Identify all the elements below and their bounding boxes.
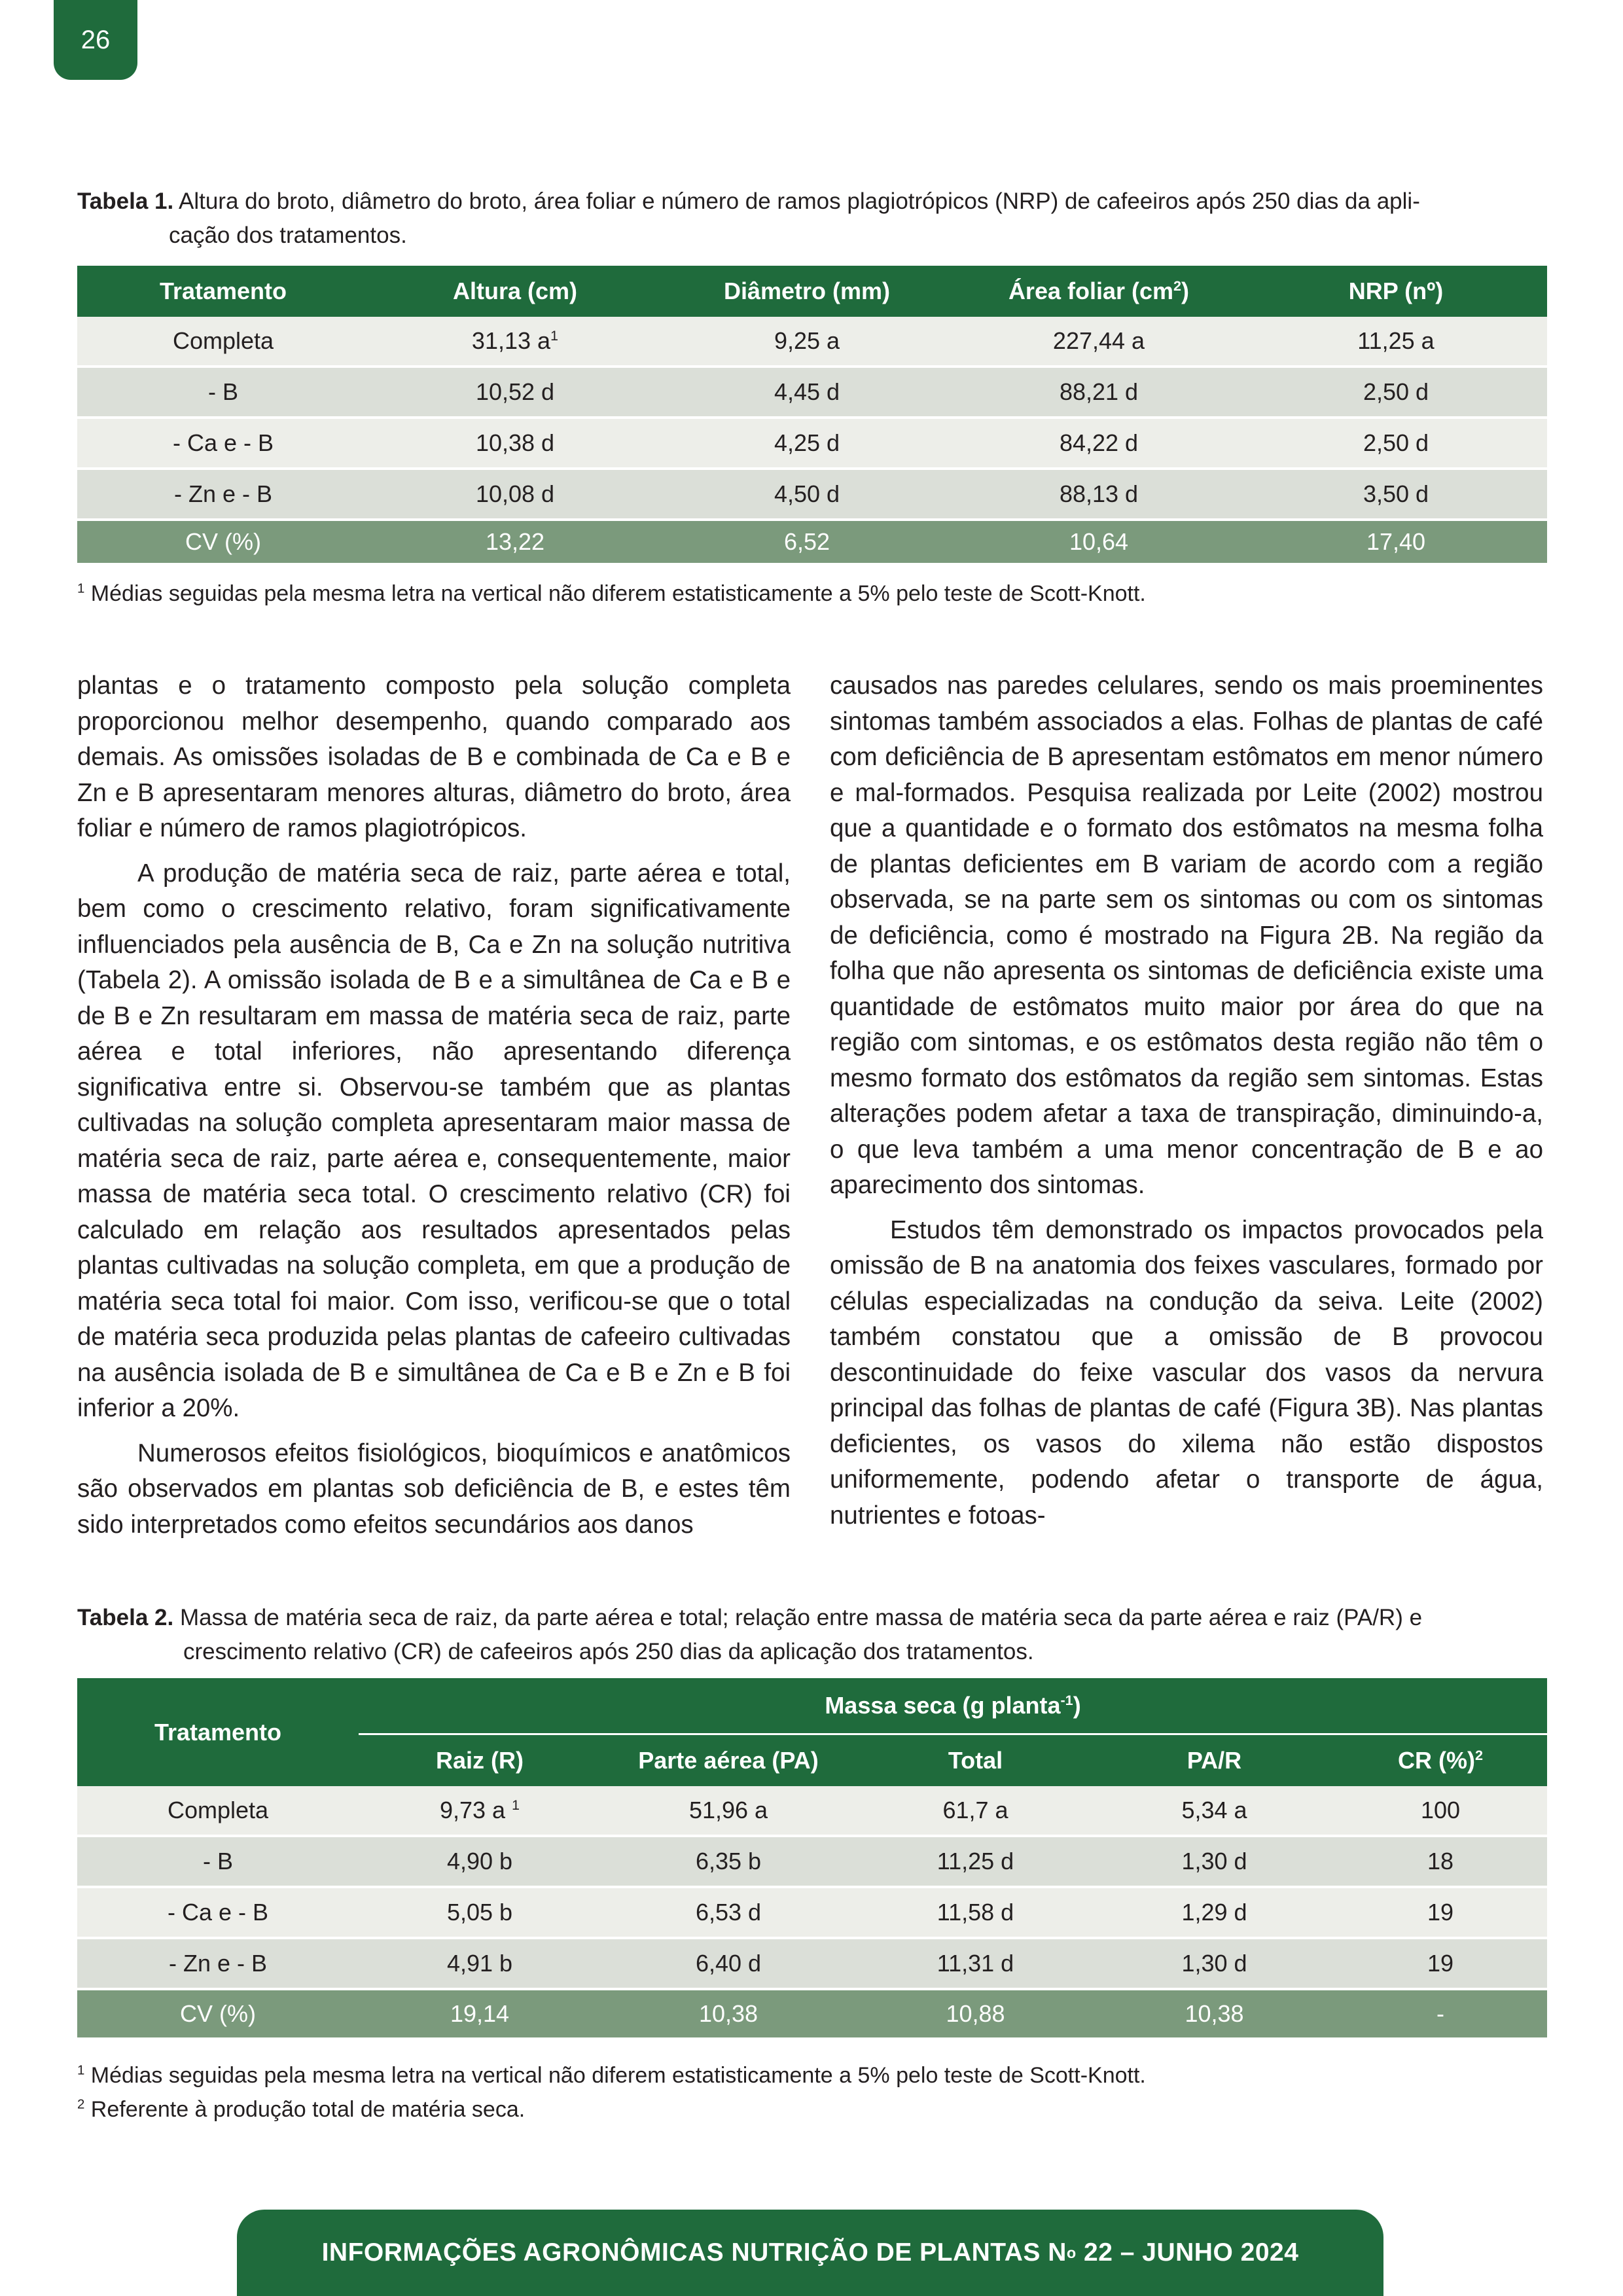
table-cell: - (1334, 1989, 1547, 2037)
footnote-marker: 1 (77, 2063, 85, 2078)
table2-header-group (359, 1678, 1547, 1734)
table2-header-cr (1334, 1734, 1547, 1787)
body-column-right (830, 668, 1543, 1534)
table-row (77, 367, 1547, 418)
table2-label: Tabela 2. (77, 1605, 174, 1630)
table-cell: 10,08 d (369, 469, 661, 520)
table-row (77, 1938, 1547, 1989)
table2-cv-row (77, 1989, 1547, 2037)
table-cell: 10,38 (601, 1989, 856, 2037)
table2-header-group-sup: -1 (1060, 1692, 1073, 1708)
table-cell: 227,44 a (953, 317, 1245, 367)
table1-label: Tabela 1. (77, 188, 174, 214)
table-cell: 4,91 b (359, 1938, 601, 1989)
table-cell: 10,88 (856, 1989, 1095, 2037)
paragraph: A produção de matéria seca de raiz, parte aérea e total, bem como o crescimento relativo, foram significativamente influenciados pela ausência de B, Ca e Zn na solução nutritiva (Tabela 2). A omissão isolada de B e a simultânea de Ca e B e de B e Zn resultaram em massa de matéria seca de raiz, parte aérea e total inferiores, não apresentando diferença significativa entre si. Observou-se também que as plantas cultivadas na solução completa apresentaram maior massa de matéria seca de raiz, parte aérea e, consequentemente, maior massa de matéria seca total. O crescimento relativo (CR) foi calculado em relação aos resultados apresentados pelas plantas cultivadas na solução completa, em que a produção de matéria seca total foi maior. Com isso, verificou-se que o total de matéria seca produzida pelas plantas de cafeeiro cultivadas na ausência isolada de B e simultânea de Ca e B e Zn e B foi inferior a 20%. (77, 859, 791, 1422)
table-cell: 19 (1334, 1887, 1547, 1938)
table-cell: 61,7 a (856, 1786, 1095, 1836)
table-cell: 4,25 d (661, 418, 953, 469)
table-row (77, 418, 1547, 469)
table2-footnote-1-text: Médias seguidas pela mesma letra na vertical não diferem estatisticamente a 5% pelo teste de Scott-Knott. (90, 2063, 1146, 2088)
table1-header-leaf-area (953, 266, 1245, 317)
table2-header-shoot: Parte aérea (PA) (601, 1734, 856, 1787)
footnote-marker: 1 (550, 327, 559, 344)
table2-header-group-text: Massa seca (g planta (825, 1692, 1061, 1719)
paragraph: Estudos têm demonstrado os impactos provocados pela omissão de B na anatomia dos feixes vasculares, formado por células especializadas na condução da seiva. Leite (2002) também constatou que a omissão de B provocou descontinuidade do feixe vascular dos vasos da nervura principal das folhas de plantas de café (Figura 3B). Nas plantas deficientes, os vasos do xilema não estão dispostos uniformemente, podendo afetar o transporte de água, nutrientes e fotoas- (830, 1215, 1543, 1530)
table-cell: 2,50 d (1245, 367, 1547, 418)
table2-header-group-close: ) (1073, 1692, 1081, 1719)
table-cell: 17,40 (1245, 520, 1547, 563)
table-cell: 1,29 d (1095, 1887, 1334, 1938)
table-cell: 6,53 d (601, 1887, 856, 1938)
table-cell: 3,50 d (1245, 469, 1547, 520)
table-cell: 6,52 (661, 520, 953, 563)
table1-header-treatment: Tratamento (77, 266, 369, 317)
table-cell: 100 (1334, 1786, 1547, 1836)
body-column-left (77, 668, 791, 1543)
page-number: 26 (80, 25, 111, 54)
footnote-marker: 1 (77, 581, 85, 596)
table-cell: 9,25 a (661, 317, 953, 367)
table1-header-diameter: Diâmetro (mm) (661, 266, 953, 317)
table-cell: - Ca e - B (77, 1887, 359, 1938)
footer-title: INFORMAÇÕES AGRONÔMICAS NUTRIÇÃO DE PLANTAS N (321, 2238, 1067, 2267)
table-cell: - Ca e - B (77, 418, 369, 469)
table-cell: 6,35 b (601, 1836, 856, 1887)
table2-caption-text: Massa de matéria seca de raiz, da parte aérea e total; relação entre massa de matéria seca da parte aérea e raiz (PA/R) e (179, 1605, 1423, 1630)
table2-footnote-1 (77, 2059, 1146, 2092)
table-cell: 6,40 d (601, 1938, 856, 1989)
table-cell (369, 317, 661, 367)
table1-header-row (77, 266, 1547, 317)
table2-header-row (77, 1678, 1547, 1734)
table1-cv-row (77, 520, 1547, 563)
table2-header-pa-r: PA/R (1095, 1734, 1334, 1787)
table2 (77, 1678, 1547, 2037)
table-cell: 84,22 d (953, 418, 1245, 469)
table-cell: 2,50 d (1245, 418, 1547, 469)
paragraph: Numerosos efeitos fisiológicos, bioquímicos e anatômicos são observados em plantas sob deficiência de B, e estes têm sido interpretados como efeitos secundários aos danos (77, 1439, 791, 1539)
table1-caption (77, 185, 1547, 253)
table1 (77, 266, 1547, 563)
table1-footnote-text: Médias seguidas pela mesma letra na vertical não diferem estatisticamente a 5% pelo teste de Scott-Knott. (90, 581, 1146, 606)
table-cell: 10,64 (953, 520, 1245, 563)
table-cell: - B (77, 1836, 359, 1887)
table1-header-height: Altura (cm) (369, 266, 661, 317)
table-cell: Completa (77, 317, 369, 367)
table1-header-leaf-area-sup: 2 (1173, 278, 1182, 294)
table-row (77, 469, 1547, 520)
table2-header-cr-text: CR (%) (1398, 1747, 1475, 1774)
table2-header-treatment: Tratamento (77, 1678, 359, 1786)
table-cell-value: 31,13 a (471, 327, 551, 354)
table-cell: 10,38 (1095, 1989, 1334, 2037)
table-cell (359, 1786, 601, 1836)
footnote-marker: 1 (512, 1797, 520, 1813)
table1-header-leaf-area-close: ) (1181, 278, 1190, 304)
paragraph: causados nas paredes celulares, sendo os mais proeminentes sintomas também associados a elas. Folhas de plantas de café com deficiência de B apresentam estômatos em menor número e mal-formados. Pesquisa realizada por Leite (2002) mostrou que a quantidade e o formato dos estômatos na mesma folha de plantas deficientes em B variam de acordo com a região observada, se na parte sem os sintomas ou com os sintomas de deficiência, como é mostrado na Figura 2B. Na região da folha que não apresenta os sintomas de deficiência existe uma quantidade de estômatos muito maior por área do que na região com sintomas, e os estômatos desta região não têm o mesmo formato dos estômatos da região sem sintomas. Estas alterações podem afetar a taxa de transpiração, diminuindo-a, o que leva também a uma menor concentração de B e ao aparecimento dos sintomas. (830, 672, 1543, 1199)
footnote-marker: 2 (77, 2097, 85, 2112)
footer-issue: 22 – JUNHO 2024 (1076, 2238, 1299, 2267)
table-cell: CV (%) (77, 1989, 359, 2037)
table-cell: 19 (1334, 1938, 1547, 1989)
paragraph: plantas e o tratamento composto pela solução completa proporcionou melhor desempenho, quando comparado aos demais. As omissões isoladas de B e combinada de Ca e B e Zn e B apresentaram menores alturas, diâmetro do broto, área foliar e número de ramos plagiotrópicos. (77, 672, 791, 842)
table-cell: 4,90 b (359, 1836, 601, 1887)
table-cell: 19,14 (359, 1989, 601, 2037)
table1-caption-text: Altura do broto, diâmetro do broto, área foliar e número de ramos plagiotrópicos (NRP) de cafeeiros após 250 dias da apli- (179, 188, 1420, 214)
table1-caption-continued: cação dos tratamentos. (169, 223, 407, 248)
table-cell: 4,50 d (661, 469, 953, 520)
page-number-tab (54, 0, 137, 80)
table2-footnote-2 (77, 2093, 525, 2126)
table-cell: 10,52 d (369, 367, 661, 418)
table-cell: 5,05 b (359, 1887, 601, 1938)
table-cell: 18 (1334, 1836, 1547, 1887)
table-cell: 11,25 d (856, 1836, 1095, 1887)
table-row (77, 1887, 1547, 1938)
table-cell: 11,31 d (856, 1938, 1095, 1989)
table-cell: 4,45 d (661, 367, 953, 418)
table-cell: CV (%) (77, 520, 369, 563)
table-row (77, 1836, 1547, 1887)
table-cell: 88,13 d (953, 469, 1245, 520)
table-cell: 51,96 a (601, 1786, 856, 1836)
table-cell: - Zn e - B (77, 469, 369, 520)
table-cell: 88,21 d (953, 367, 1245, 418)
table-cell: 10,38 d (369, 418, 661, 469)
footer-banner: INFORMAÇÕES AGRONÔMICAS NUTRIÇÃO DE PLANTAS N o 22 – JUNHO 2024 (237, 2210, 1383, 2296)
table-cell: 5,34 a (1095, 1786, 1334, 1836)
table1-footnote (77, 577, 1146, 610)
table-cell: 13,22 (369, 520, 661, 563)
table-row (77, 1786, 1547, 1836)
table-row (77, 317, 1547, 367)
table2-footnote-2-text: Referente à produção total de matéria seca. (90, 2097, 526, 2122)
table-cell: 11,25 a (1245, 317, 1547, 367)
table2-header-cr-sup: 2 (1474, 1747, 1483, 1763)
table2-header-total: Total (856, 1734, 1095, 1787)
table-cell-value: 9,73 a (439, 1797, 506, 1823)
table1-header-leaf-area-text: Área foliar (cm (1008, 278, 1174, 304)
table2-caption-continued: crescimento relativo (CR) de cafeeiros após 250 dias da aplicação dos tratamentos. (183, 1639, 1034, 1664)
table2-header-root: Raiz (R) (359, 1734, 601, 1787)
table-cell: 1,30 d (1095, 1938, 1334, 1989)
table-cell: 11,58 d (856, 1887, 1095, 1938)
table-cell: - Zn e - B (77, 1938, 359, 1989)
table-cell: - B (77, 367, 369, 418)
table2-caption (77, 1601, 1547, 1669)
table-cell: 1,30 d (1095, 1836, 1334, 1887)
table1-header-nrp: NRP (nº) (1245, 266, 1547, 317)
table-cell: Completa (77, 1786, 359, 1836)
